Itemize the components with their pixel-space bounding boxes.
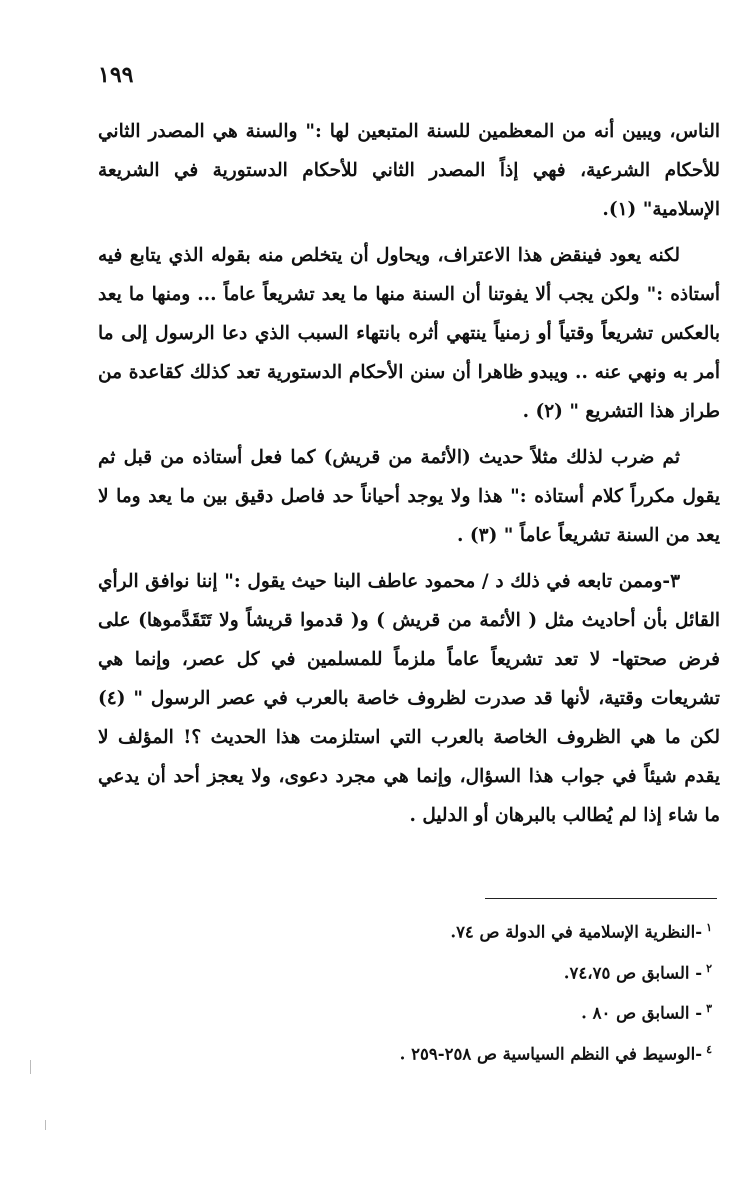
footnote-mark: ٤ — [706, 1042, 712, 1056]
page-number: ١٩٩ — [98, 62, 134, 88]
footnote-divider — [485, 898, 717, 899]
footnote-text: -النظرية الإسلامية في الدولة ص ٧٤. — [450, 922, 703, 942]
footnote-text: -الوسيط في النظم السياسية ص ٢٥٨-٢٥٩ . — [399, 1044, 703, 1063]
footnote-text: - السابق ص ٨٠ . — [581, 1003, 703, 1023]
paragraph-4: ٣-وممن تابعه في ذلك د / محمود عاطف البنا حيث يقول :" إننا نوافق الرأي القائل بأن أحاديث مثل ( الأئمة من قريش ) و( قدموا قريشاً ولا تَتَقَدَّموها) على فرض صحتها- لا تعد تشريعاً عاماً ملزماً للمسلمين في كل عصر، وإنما هي تشريعات وقتية، لأنها قد صدرت لظروف خاصة بالعرب في عصر الرسول " (٤) لكن ما هي الظروف الخاصة بالعرب التي استلزمت هذا الحديث ؟! المؤلف لا يقدم شيئاً في جواب هذا السؤال، وإنما هي مجرد دعوى، ولا يعجز أحد أن يدعي ما شاء إذا لم يُطالب بالبرهان أو الدليل . — [98, 571, 720, 826]
footnote-text: - السابق ص ٧٤،٧٥. — [563, 963, 703, 982]
footnote-2 — [98, 951, 720, 992]
scan-mark — [45, 1120, 46, 1130]
footnote-mark: ٣ — [706, 1002, 712, 1015]
paragraph-3: ثم ضرب لذلك مثلاً حديث (الأئمة من قريش) كما فعل أستاذه من قبل ثم يقول مكرراً كلام أستاذه :" هذا ولا يوجد أحياناً حد فاصل دقيق بين ما يعد وما لا يعد من السنة تشريعاً عاماً " (٣) . — [98, 447, 720, 546]
footnotes — [98, 910, 720, 1072]
footnote-mark: ٢ — [706, 961, 712, 975]
footnote-3 — [98, 991, 720, 1032]
paragraph-2: لكنه يعود فينقض هذا الاعتراف، ويحاول أن يتخلص منه بقوله الذي يتابع فيه أستاذه :" ولكن يجب ألا يفوتنا أن السنة منها ما يعد تشريعاً عاماً ... ومنها ما يعد بالعكس تشريعاً وقتياً أو زمنياً ينتهي أثره بانتهاء السبب الذي دعا الرسول إلى ما أمر به ونهي عنه .. ويبدو ظاهرا أن سنن الأحكام الدستورية تعد كذلك كقاعدة من طراز هذا التشريع " (٢) . — [98, 245, 720, 422]
footnote-mark: ١ — [706, 921, 712, 934]
paragraph-1: الناس، ويبين أنه من المعظمين للسنة المتبعين لها :" والسنة هي المصدر الثاني للأحكام الشرعية، فهي إذاً المصدر الثاني للأحكام الدستورية في الشريعة الإسلامية" (١). — [98, 121, 720, 220]
main-text — [98, 112, 720, 842]
footnote-4 — [98, 1032, 720, 1073]
scan-mark — [30, 1060, 31, 1074]
footnote-1 — [98, 910, 720, 951]
